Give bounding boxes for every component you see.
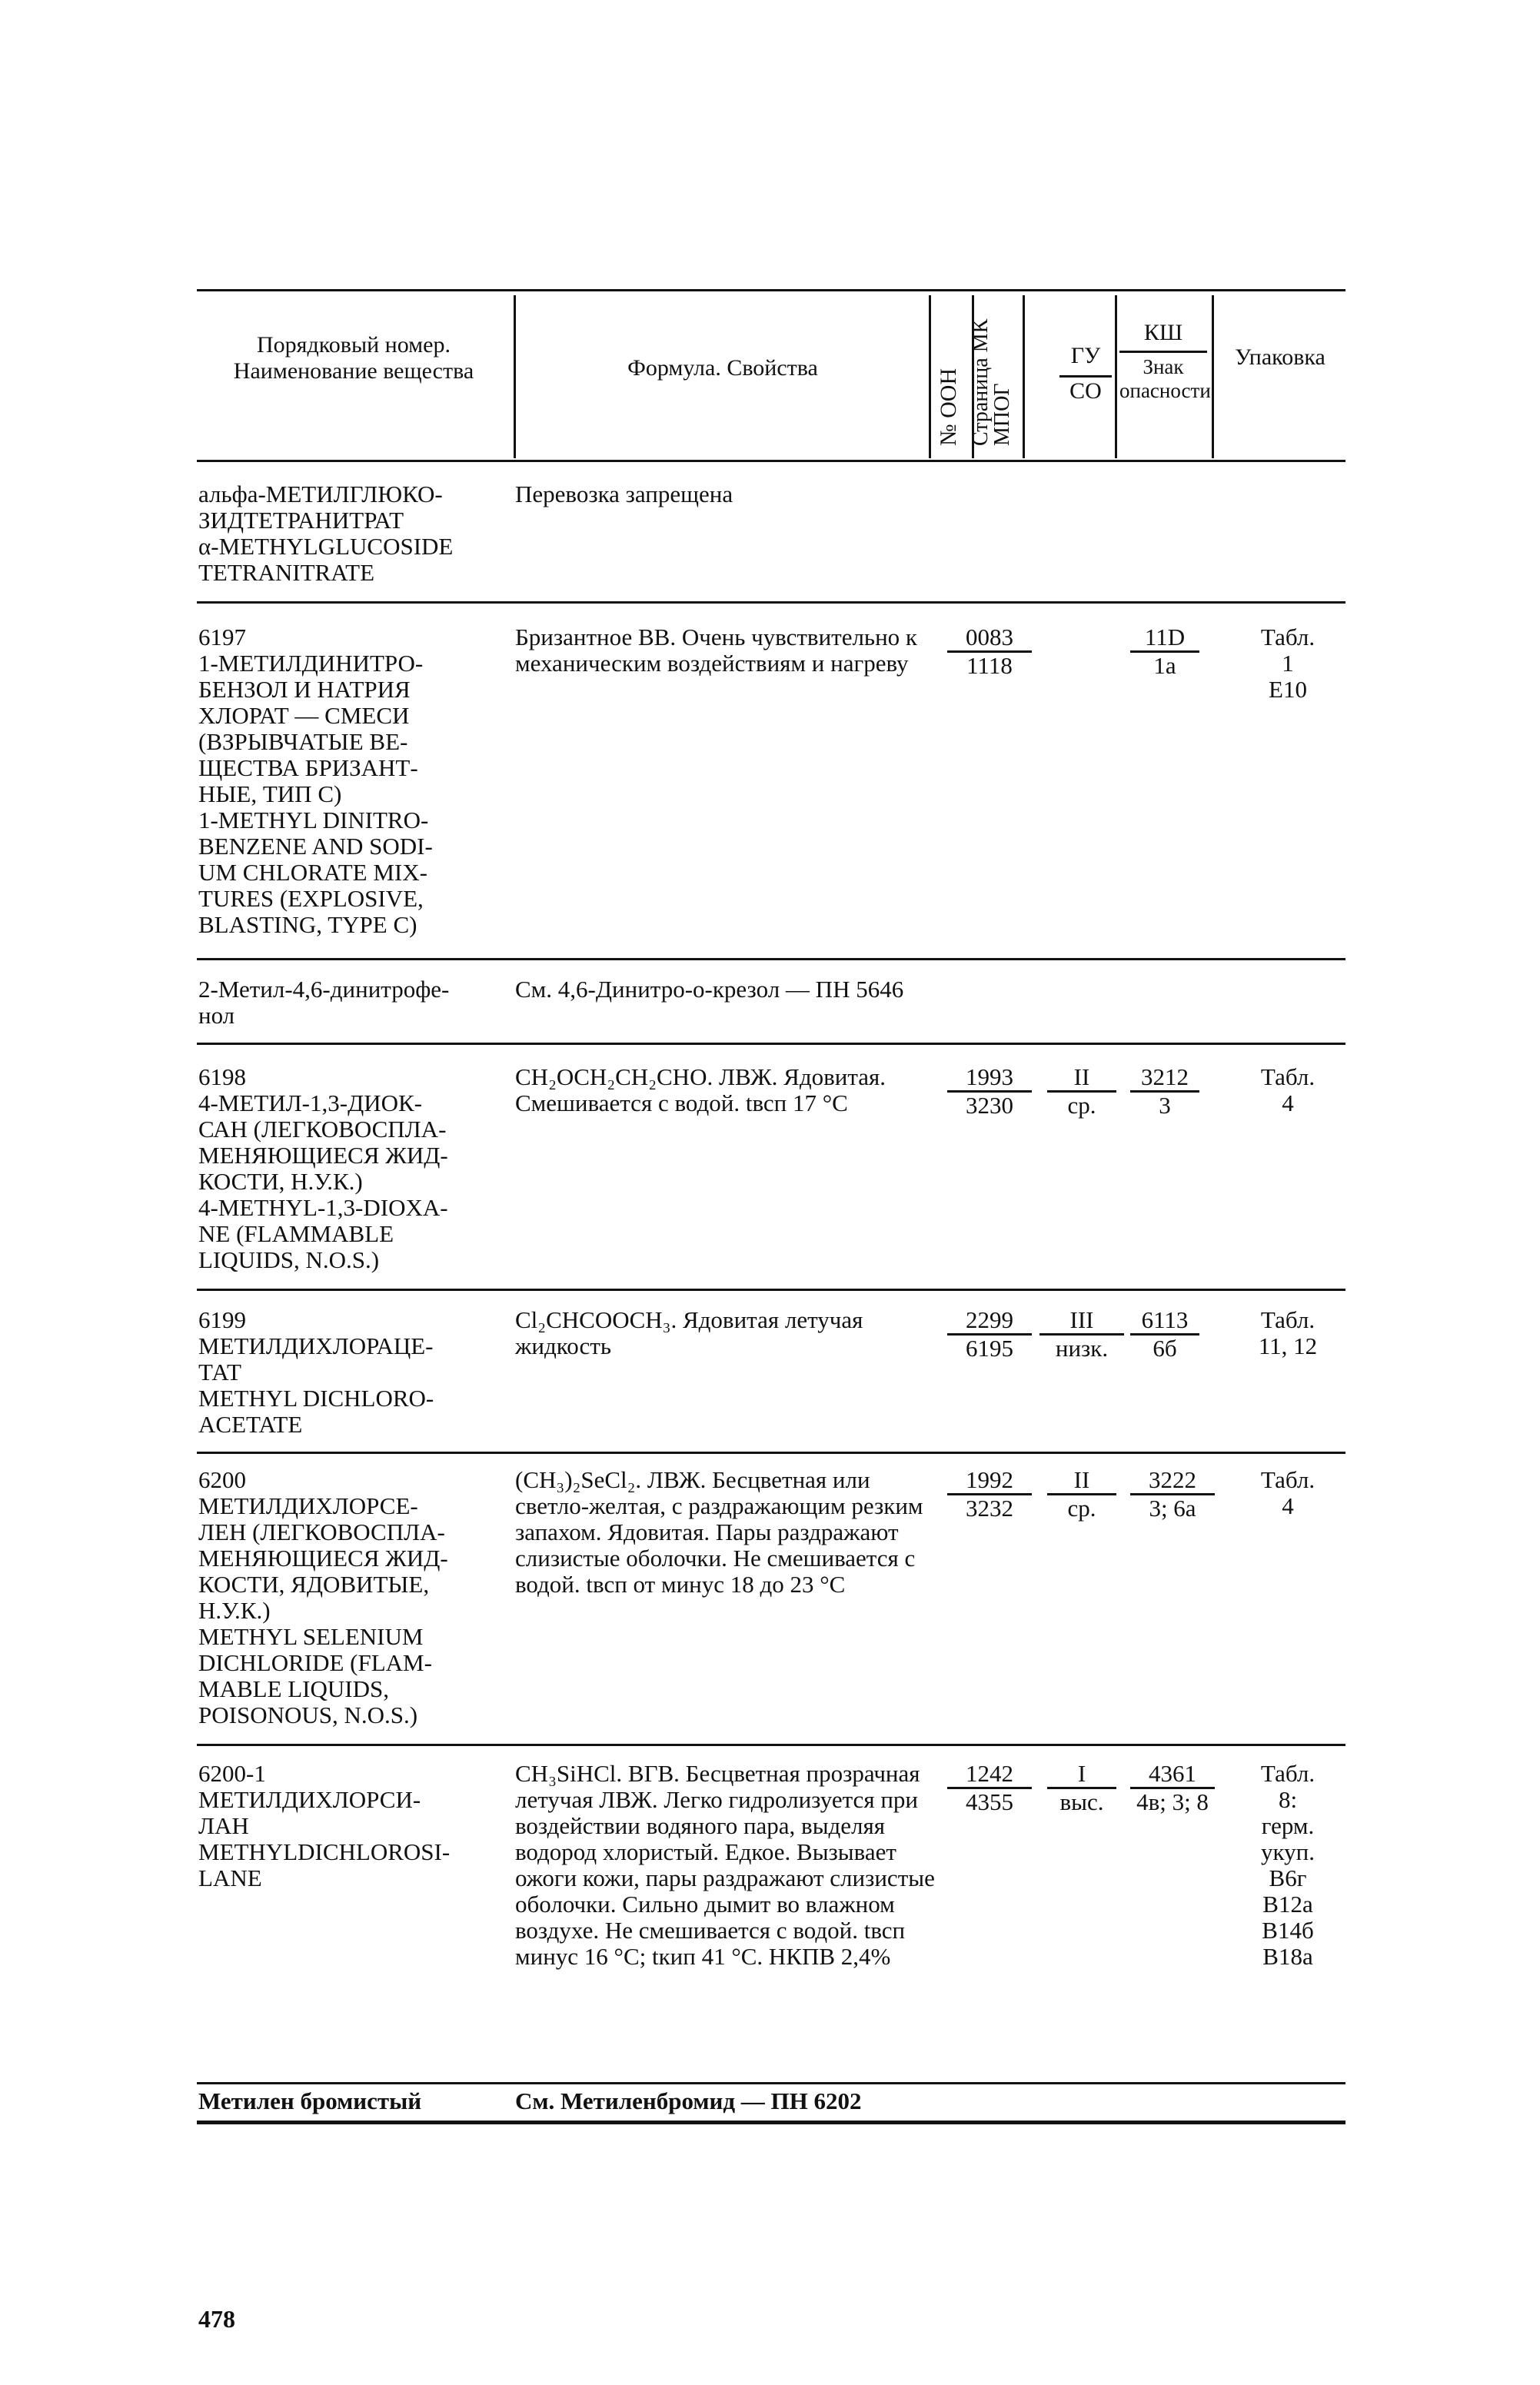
row-divider xyxy=(197,1043,1345,1045)
header-separator xyxy=(514,295,516,458)
header-separator xyxy=(929,295,931,458)
un-page-fraction: $\frac{1242}{4355}$ xyxy=(947,1761,1032,1815)
row-props: Перевозка запрещена xyxy=(515,481,733,507)
gu-so-fraction: II ср. xyxy=(1047,1064,1116,1119)
gu-so-fraction: III низк. xyxy=(1039,1307,1124,1362)
header-separator xyxy=(1023,295,1025,458)
header-separator xyxy=(1212,295,1214,458)
row-name: 6198 4-МЕТИЛ-1,3-ДИОК- САН (ЛЕГКОВОСПЛА- МЕНЯЮЩИЕСЯ ЖИД- КОСТИ, Н.У.К.) 4-METHYL-1,3-DIOXA- NE (FLAMMABLE LIQUIDS, N.O.S.) xyxy=(198,1063,448,1273)
un-page-fraction: $\frac{2299}{6195}$ xyxy=(947,1307,1032,1362)
row-pack: Табл. 4 xyxy=(1260,1466,1315,1519)
row-name: 6197 1-МЕТИЛДИНИТРО- БЕНЗОЛ И НАТРИЯ ХЛОРАТ — СМЕСИ (ВЗРЫВЧАТЫЕ ВЕ- ЩЕСТВА БРИЗАНТ- НЫЕ, ТИП С) 1-METHYL DINITRO- BENZENE AND SODI- UM CHLORATE MIX- TURES (EXPLOSIVE, BLASTING, TYPE C) xyxy=(198,624,433,938)
page-number: 478 xyxy=(198,2305,235,2333)
header-col-un: № ООН xyxy=(936,368,961,446)
row-props: CH₂OCH₂CH₂CHO. ЛВЖ. Ядовитая. Смешивается с водой. tвсп 17 °С xyxy=(515,1063,886,1116)
row-props: Бризантное ВВ. Очень чувствительно к механическим воздействиям и нагреву xyxy=(515,624,917,677)
header-bottom-rule xyxy=(197,460,1345,462)
row-pack: Табл. 11, 12 xyxy=(1258,1306,1318,1359)
header-col-pack: Упаковка xyxy=(1235,344,1325,370)
ksh-sign-fraction: $\frac{11D}{1a}$ xyxy=(1130,624,1199,679)
un-page-fraction: $\frac{1993}{3230}$ xyxy=(947,1064,1032,1119)
header-col-so: СО xyxy=(1069,378,1102,404)
gu-so-fraction: I выс. xyxy=(1047,1761,1116,1815)
header-col-ksh: КШ xyxy=(1143,320,1183,345)
header-ksh-split xyxy=(1119,351,1207,353)
row-props: CH₃SiHCl. ВГВ. Бесцветная прозрачная летучая ЛВЖ. Легко гидролизуется при воздействии водяного пара, выделяя водород хлористый. Едкое. Вызывает ожоги кожи, пары раздражают слизистые оболочки. Сильно дымит во влажном воздухе. Не смешивается с водой. tвсп минус 16 °С; tкип 41 °С. НКПВ 2,4% xyxy=(515,1760,935,1970)
table-bottom-rule xyxy=(197,2121,1345,2124)
header-col-formula: Формула. Свойства xyxy=(627,355,818,381)
row-pack: Табл. 4 xyxy=(1260,1063,1315,1116)
row-props: См. Метиленбромид — ПН 6202 xyxy=(515,2087,862,2114)
row-name: 6199 МЕТИЛДИХЛОРАЦЕ- ТАТ METHYL DICHLORO- ACETATE xyxy=(198,1306,434,1438)
header-col-name: Порядковый номер. Наименование вещества xyxy=(233,332,474,384)
row-name: 2-Метил-4,6-динитрофе- нол xyxy=(198,976,450,1029)
ksh-sign-fraction: 4361 4в; 3; 8 xyxy=(1130,1761,1215,1815)
gu-so-fraction: II ср. xyxy=(1047,1467,1116,1522)
row-pack: Табл. 1 E10 xyxy=(1260,624,1315,703)
un-page-fraction: $\frac{1992}{3232}$ xyxy=(947,1467,1032,1522)
header-col-sign: Знак опасности xyxy=(1119,355,1211,402)
header-col-page: Страница МК МПОГ xyxy=(969,318,1014,446)
row-divider xyxy=(197,601,1345,604)
header-top-rule xyxy=(197,289,1345,291)
row-divider xyxy=(197,2082,1345,2084)
ksh-sign-fraction: 6113 6б xyxy=(1130,1307,1199,1362)
row-props: См. 4,6-Динитро-о-крезол — ПН 5646 xyxy=(515,976,904,1003)
row-name: 6200-1 МЕТИЛДИХЛОРСИ- ЛАН METHYLDICHLOROSI- LANE xyxy=(198,1760,451,1891)
un-page-fraction: $\frac{0083}{1118}$ xyxy=(947,624,1032,679)
row-props: Cl₂CHCOOCH₃. Ядовитая летучая жидкость xyxy=(515,1306,863,1359)
row-divider xyxy=(197,1289,1345,1291)
row-divider xyxy=(197,1452,1345,1454)
row-pack: Табл. 8: герм. укуп. В6г В12а В14б В18а xyxy=(1260,1760,1315,1970)
row-divider xyxy=(197,958,1345,960)
header-separator xyxy=(1115,295,1117,458)
ksh-sign-fraction: $\frac{3212}{3}$ xyxy=(1130,1064,1199,1119)
row-name: Метилен бромистый xyxy=(198,2087,422,2114)
header-col-gu: ГУ xyxy=(1070,343,1101,368)
row-name: альфа-МЕТИЛГЛЮКО- ЗИДТЕТРАНИТРАТ α-METHYLGLUCOSIDE TETRANITRATE xyxy=(198,481,454,586)
header-gu-split xyxy=(1059,375,1112,378)
ksh-sign-fraction: 3222 3; 6а xyxy=(1130,1467,1215,1522)
row-props: (CH₃)₂SeCl₂. ЛВЖ. Бесцветная или светло-желтая, с раздражающим резким запахом. Ядовитая. Пары раздражают слизистые оболочки. Не смешивается с водой. tвсп от минус 18 до 23 °С xyxy=(515,1466,923,1598)
row-divider xyxy=(197,1744,1345,1746)
row-name: 6200 МЕТИЛДИХЛОРСЕ- ЛЕН (ЛЕГКОВОСПЛА- МЕНЯЮЩИЕСЯ ЖИД- КОСТИ, ЯДОВИТЫЕ, Н.У.К.) METHYL SELENIUM DICHLORIDE (FLAM- MABLE LIQUIDS, POISONOUS, N.O.S.) xyxy=(198,1466,448,1728)
